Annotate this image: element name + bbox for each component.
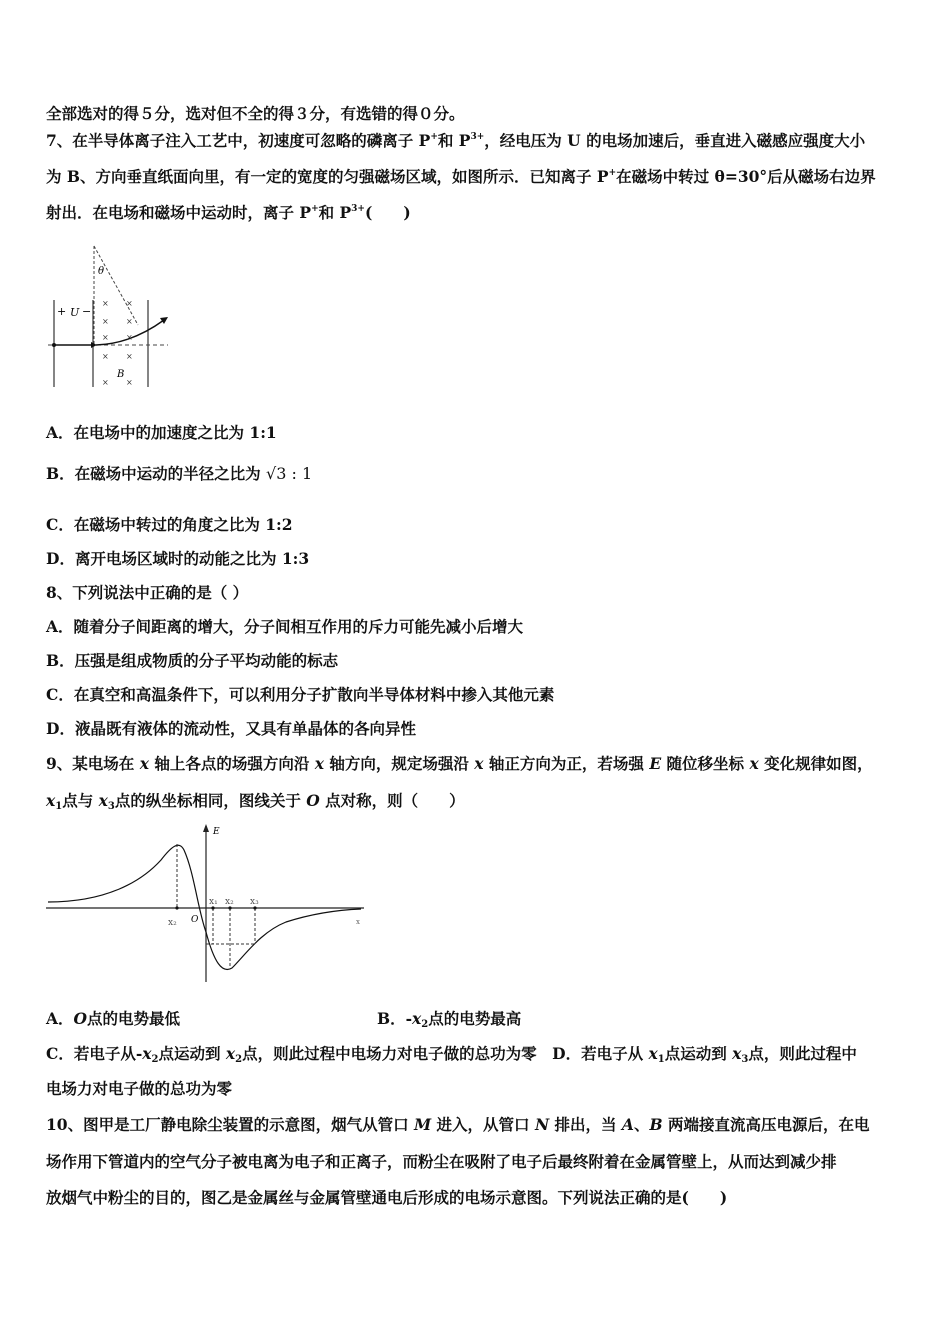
q10-stem-line2: 场作用下管道内的空气分子被电离为电子和正离子，而粉尘在吸附了电子后最终附着在金属管壁上，从而达到减少排: [46, 1152, 837, 1171]
b-label: B: [117, 369, 125, 380]
cross-mark: ×: [126, 378, 133, 387]
q8-option-c: C．在真空和高温条件下，可以利用分子扩散向半导体材料中掺入其他元素: [46, 685, 555, 704]
cross-mark: ×: [102, 317, 109, 326]
minus-label: −: [82, 305, 92, 318]
cross-mark: ×: [126, 333, 133, 342]
cross-mark: ×: [102, 378, 109, 387]
q7-option-d: D．离开电场区域时的动能之比为 1:3: [46, 549, 310, 568]
q7-option-b: B．在磁场中运动的半径之比为 √3 : 1: [46, 464, 313, 483]
x1-label: x₁: [209, 897, 218, 907]
cross-mark: ×: [102, 299, 109, 308]
theta-label: θ: [98, 266, 105, 277]
cross-mark: ×: [126, 352, 133, 361]
q7-stem-line2: 为 B、方向垂直纸面向里，有一定的宽度的匀强磁场区域，如图所示．已知离子 P+在磁场中转过 θ=30°后从磁场右边界: [46, 167, 876, 186]
cross-mark: ×: [126, 299, 133, 308]
cross-mark: ×: [102, 352, 109, 361]
q9-stem-line1: 9、某电场在 x 轴上各点的场强方向沿 x 轴方向，规定场强沿 x 轴正方向为正，若场强 E 随位移坐标 x 变化规律如图，: [46, 754, 873, 773]
q8-option-d: D．液晶既有液体的流动性，又具有单晶体的各向异性: [46, 719, 416, 738]
u-label: U: [70, 306, 80, 319]
neg-x2-label: x₂: [168, 918, 177, 928]
q7-figure: [46, 240, 176, 395]
q8-option-b: B．压强是组成物质的分子平均动能的标志: [46, 651, 339, 670]
q9-option-c-d: C．若电子从$-x_2$点运动到 $x_2$点，则此过程中电场力对电子做的总功为零 D．若电子从 $x_1$点运动到 $x_3$点，则此过程中: [46, 1044, 857, 1065]
q9-option-d-cont: 电场力对电子做的总功为零: [46, 1079, 233, 1098]
q10-stem-line3: 放烟气中粉尘的目的，图乙是金属丝与金属管壁通电后形成的电场示意图。下列说法正确的是( ): [46, 1188, 728, 1207]
sqrt3-ratio: √3 : 1: [266, 464, 313, 483]
q8-option-a: A．随着分子间距离的增大，分子间相互作用的斥力可能先减小后增大: [46, 617, 524, 636]
q7-option-a: A．在电场中的加速度之比为 1:1: [46, 423, 277, 442]
q7-option-c: C．在磁场中转过的角度之比为 1:2: [46, 515, 293, 534]
q9-option-a: A．O点的电势最低: [46, 1009, 181, 1028]
q7-stem-line1: 7、在半导体离子注入工艺中，初速度可忽略的磷离子 P+和 $P^{3+}$，经电压为 U 的电场加速后，垂直进入磁感应强度大小: [46, 131, 866, 150]
q9-option-b: B．$-x_2$点的电势最高: [377, 1009, 522, 1030]
q9-stem-line2: $x_1$点与 $x_3$点的纵坐标相同，图线关于 O 点对称，则（ ）: [46, 791, 465, 812]
intro-line: 全部选对的得５分，选对但不全的得３分，有选错的得０分。: [46, 104, 465, 123]
q7-stem-line3: 射出．在电场和磁场中运动时，离子 P+和 $P^{3+}$( ): [46, 203, 411, 222]
e-axis-label: E: [213, 827, 220, 837]
plus-label: +: [57, 305, 67, 318]
cross-mark: ×: [126, 317, 133, 326]
q9-figure: [46, 822, 371, 987]
cross-mark: ×: [102, 333, 109, 342]
e-curve: [48, 845, 361, 969]
q10-stem-line1: 10、图甲是工厂静电除尘装置的示意图，烟气从管口 M 进入，从管口 N 排出，当 A、B 两端接直流高压电源后，在电: [46, 1115, 870, 1134]
x-axis-label: x: [356, 918, 360, 926]
q8-stem: 8、下列说法中正确的是（ ）: [46, 583, 249, 602]
x2-label: x₂: [225, 897, 234, 907]
origin-label: O: [191, 915, 199, 925]
x3-label: x₃: [250, 897, 259, 907]
